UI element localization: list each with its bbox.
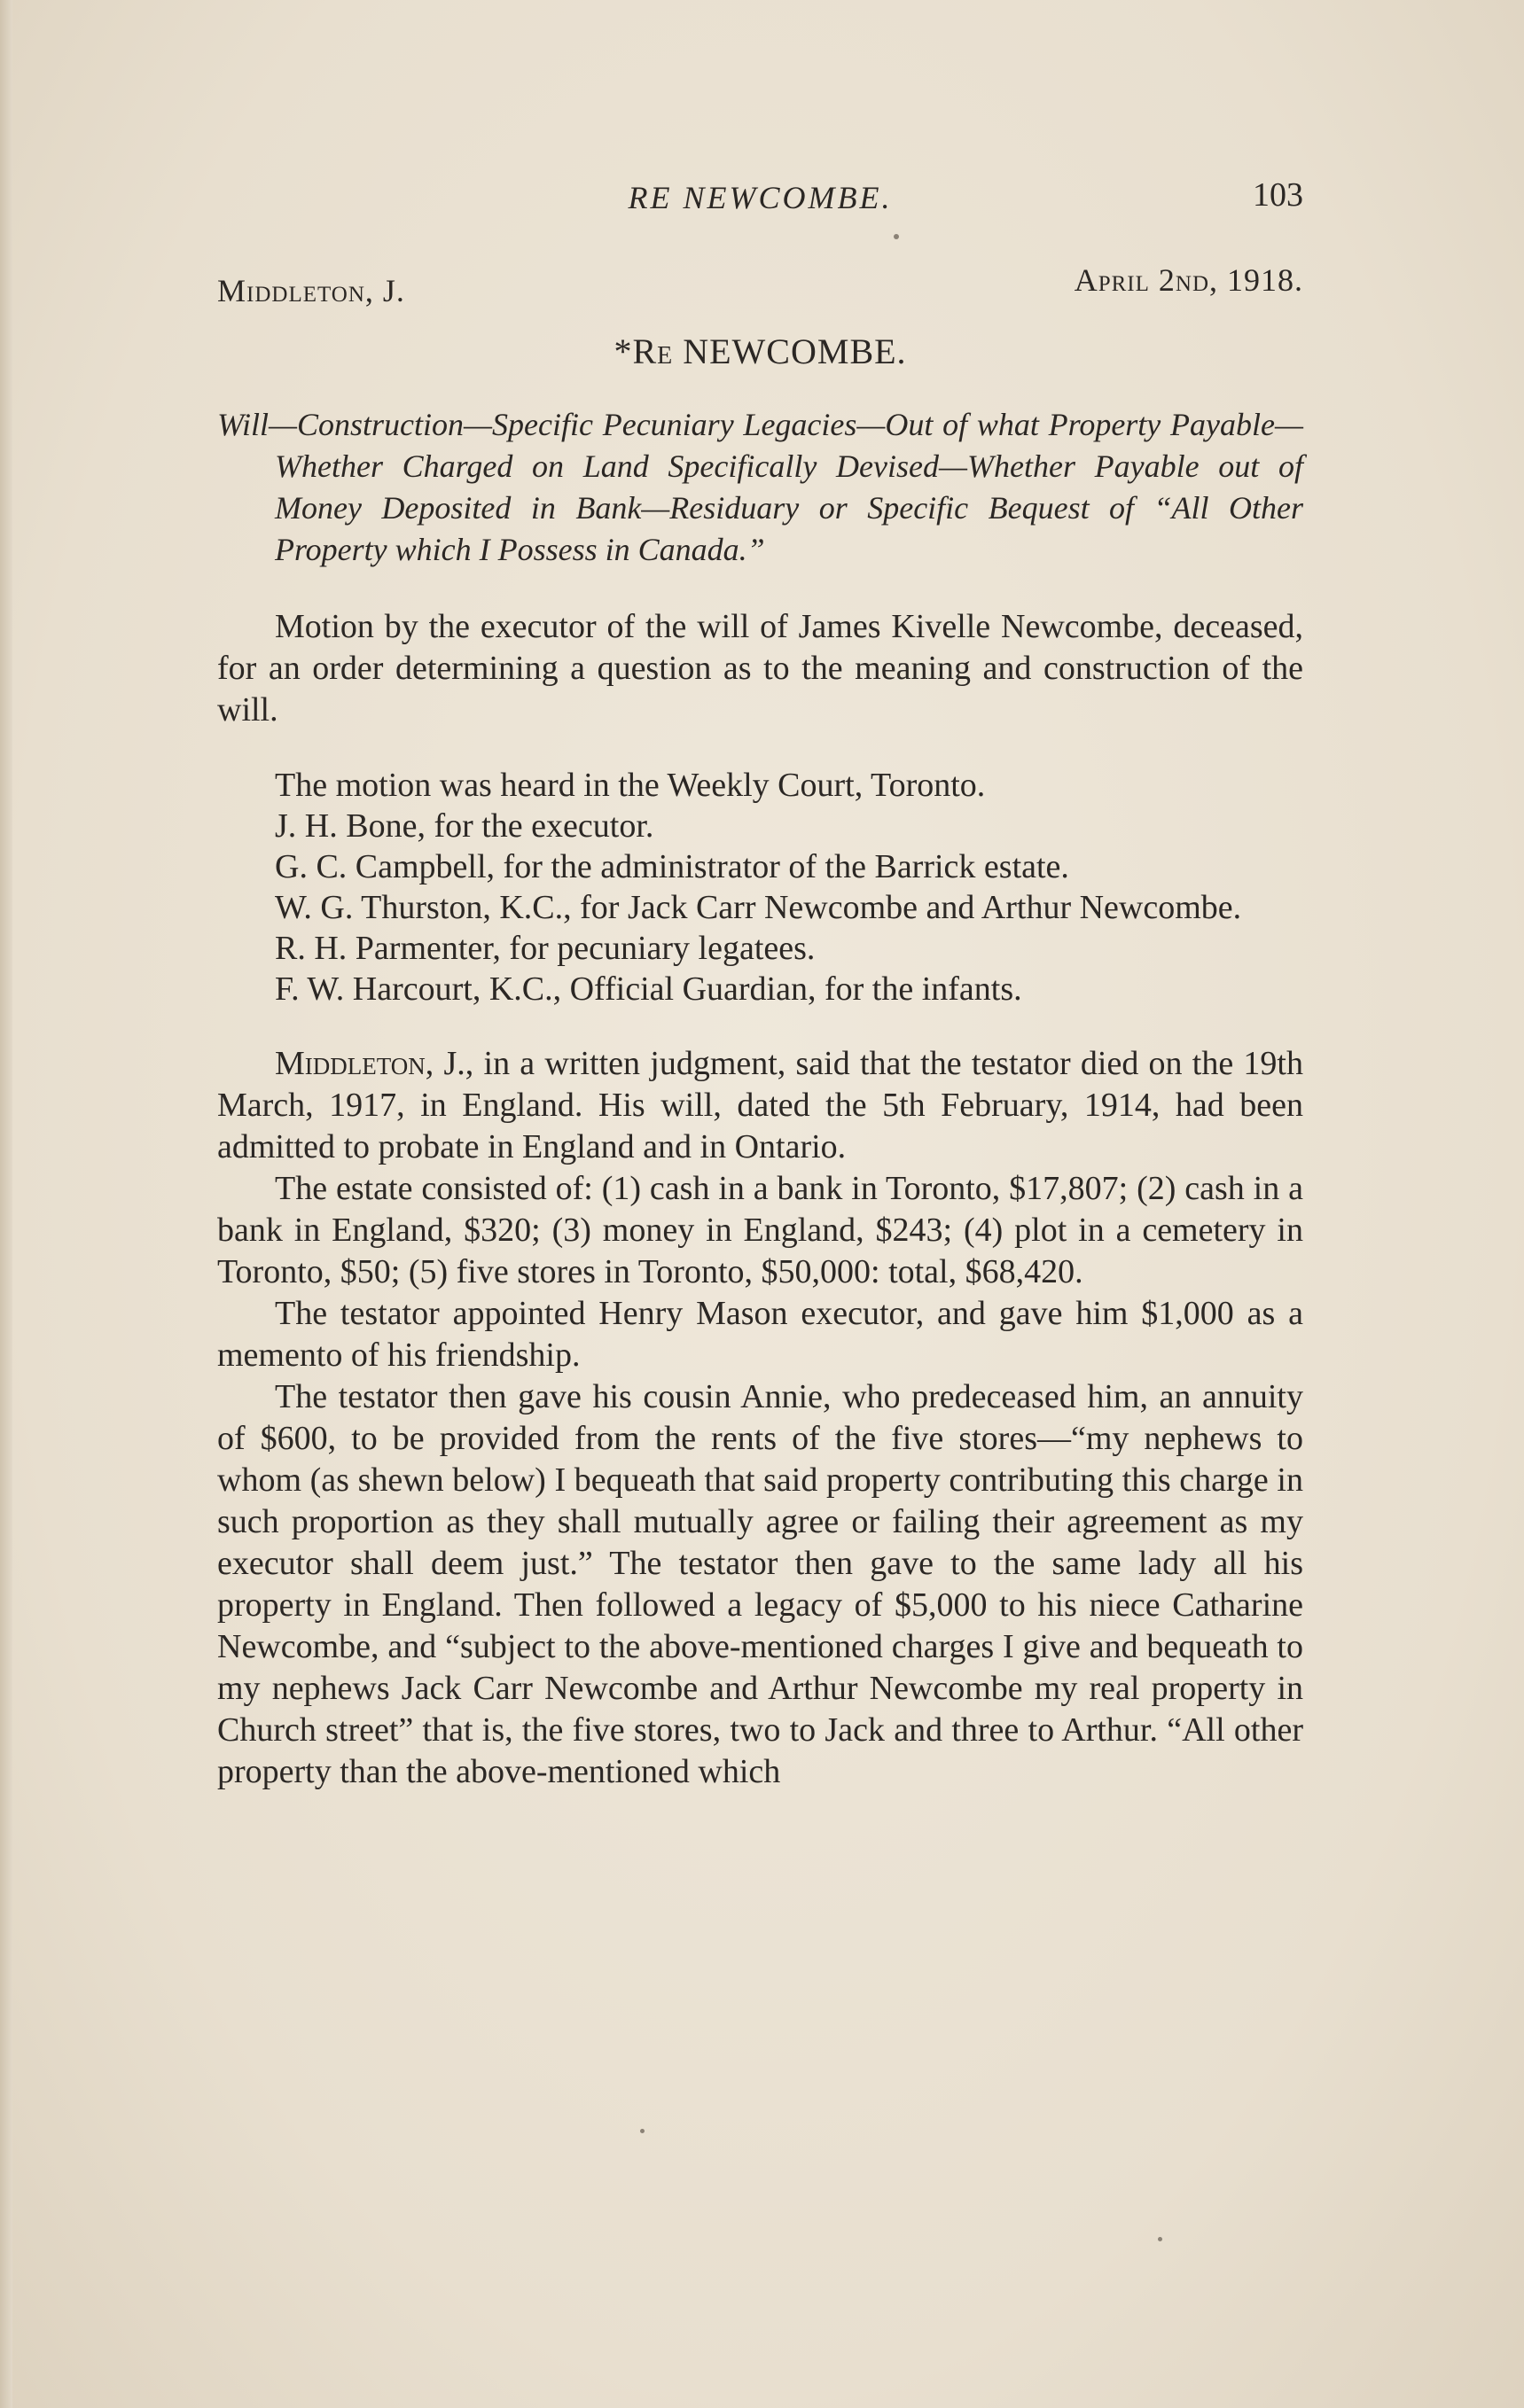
- judgment-opening-text: , J., in a written judgment, said that the testator died on the 19th March, 1917, in England. His will, dated the 5th February, 1914, had been admitted to probate in England and in Ontario.: [217, 1045, 1303, 1165]
- headnote: Will—Construction—Specific Pecuniary Legacies—Out of what Property Payable—Whether Charged on Land Specifically Devised—Whether Payable out of Money Deposited in Bank—Residuary or Specific Bequest of “All Other Property which I Possess in Canada.”: [217, 407, 1303, 567]
- page-binding-edge: [0, 0, 12, 2408]
- paper-speck: [1158, 2237, 1162, 2241]
- running-head: [217, 168, 1303, 222]
- hearing-line: The motion was heard in the Weekly Court, Toronto.: [275, 767, 986, 804]
- counsel-line: G. C. Campbell, for the administrator of the Barrick estate.: [275, 848, 1069, 885]
- case-title-re: Re: [632, 331, 674, 371]
- motion-paragraph: Motion by the executor of the will of James Kivelle Newcombe, deceased, for an order determining a question as to the meaning and construction of the will.: [217, 608, 1303, 729]
- decision-date: April 2nd, 1918.: [1074, 262, 1303, 298]
- counsel-line: J. H. Bone, for the executor.: [275, 807, 654, 845]
- case-title: [217, 331, 1303, 372]
- hearing-block: [217, 765, 1303, 1009]
- counsel-line: F. W. Harcourt, K.C., Official Guardian, for the infants.: [275, 970, 1022, 1008]
- running-title: RE NEWCOMBE.: [628, 180, 893, 215]
- judgment-block: [217, 1043, 1303, 1793]
- counsel-line: W. G. Thurston, K.C., for Jack Carr Newcombe and Arthur Newcombe.: [275, 889, 1242, 926]
- judgment-opening: [217, 1043, 1303, 1168]
- judgment-paragraph: The testator then gave his cousin Annie, who predeceased him, an annuity of $600, to be provided from the rents of the five stores—“my nephews to whom (as shewn below) I bequeath that said property contributing this charge in such proportion as they shall mutually agree or failing their agreement as my executor shall deem just.” The testator then gave to the same lady all his property in England. Then followed a legacy of $5,000 to his niece Catharine Newcombe, and “subject to the above-mentioned charges I give and bequeath to my nephews Jack Carr Newcombe and Arthur Newcombe my real property in Church street” that is, the five stores, two to Jack and three to Arthur. “All other property than the above-mentioned which: [217, 1378, 1303, 1790]
- case-title-name: NEWCOMBE.: [673, 331, 907, 371]
- text-column: [217, 168, 1303, 1793]
- case-title-asterisk: *: [614, 331, 633, 371]
- judge-name: Middleton, J.: [217, 273, 405, 308]
- paper-speck: [894, 234, 899, 239]
- court-line: [217, 261, 1303, 315]
- judgment-paragraph: The testator appointed Henry Mason executor, and gave him $1,000 as a memento of his friendship.: [217, 1295, 1303, 1374]
- paper-speck: [640, 2129, 645, 2133]
- page-number: 103: [1253, 176, 1303, 214]
- judgment-paragraph: The estate consisted of: (1) cash in a bank in Toronto, $17,807; (2) cash in a bank in England, $320; (3) money in England, $243; (4) plot in a cemetery in Toronto, $50; (5) five stores in Toronto, $50,000: total, $68,420.: [217, 1170, 1303, 1290]
- judgment-judge-name: Middleton: [275, 1045, 426, 1082]
- counsel-line: R. H. Parmenter, for pecuniary legatees.: [275, 930, 816, 967]
